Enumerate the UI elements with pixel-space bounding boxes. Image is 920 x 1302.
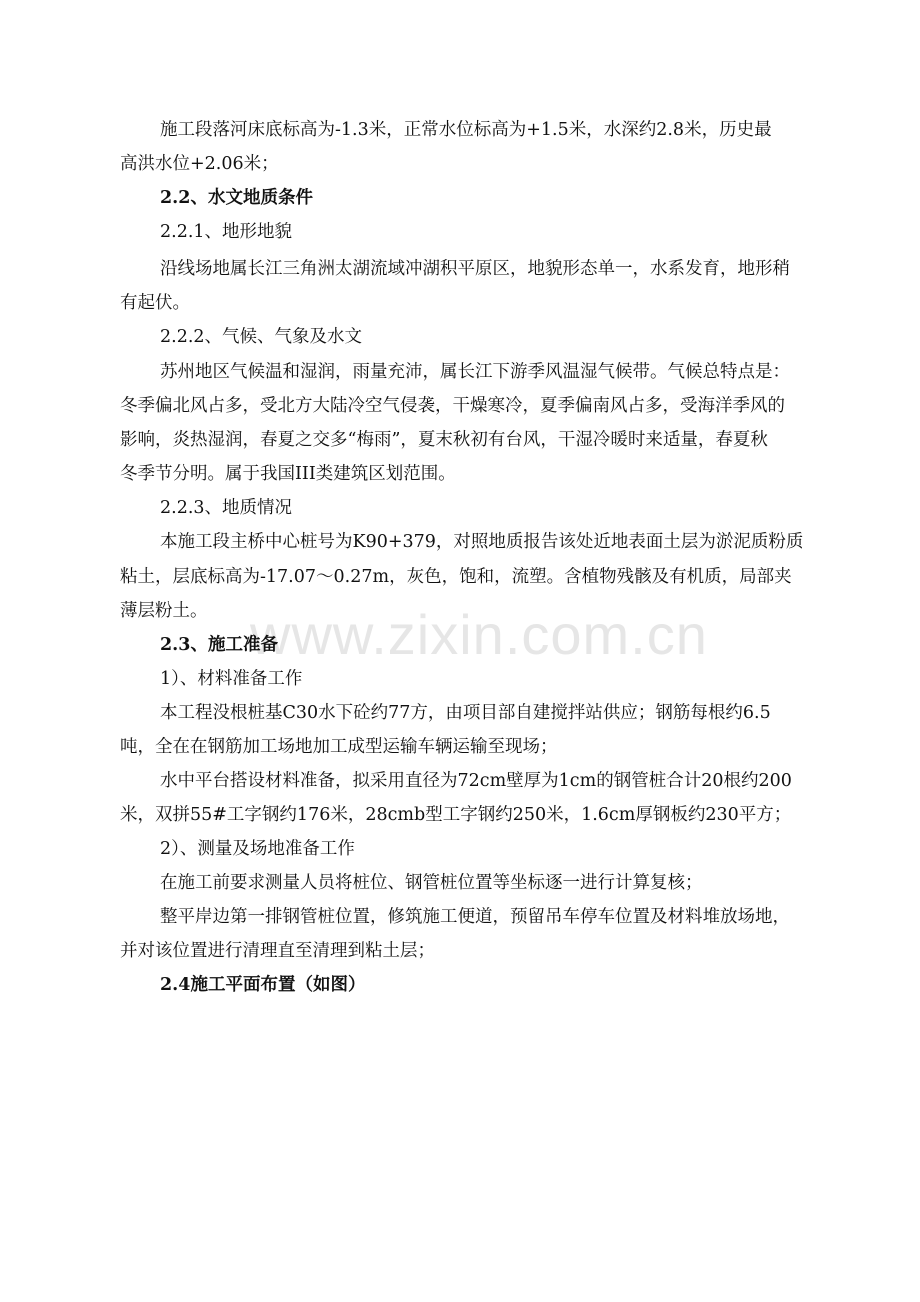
paragraph-line: 高洪水位+2.06米； bbox=[120, 154, 279, 174]
section-heading-2-3: 2.3、施工准备 bbox=[160, 635, 278, 655]
paragraph-line: 本工程没根桩基C30水下砼约77方，由项目部自建搅拌站供应；钢筋每根约6.5 bbox=[160, 703, 771, 723]
section-heading-2-2: 2.2、水文地质条件 bbox=[160, 188, 313, 208]
paragraph-line: 有起伏。 bbox=[120, 293, 190, 313]
paragraph-line: 影响，炎热湿润，春夏之交多“梅雨”，夏末秋初有台风，干湿冷暖时来适量，春夏秋 bbox=[120, 430, 768, 450]
paragraph-line: 米，双拼55#工字钢约176米，28cmb型工字钢约250米，1.6cm厚钢板约230平方； bbox=[120, 805, 792, 825]
list-heading: 2）、测量及场地准备工作 bbox=[160, 839, 355, 859]
paragraph-line: 沿线场地属长江三角洲太湖流域冲湖积平原区，地貌形态单一，水系发育，地形稍 bbox=[160, 259, 790, 279]
paragraph-line: 并对该位置进行清理直至清理到粘土层； bbox=[120, 941, 435, 961]
paragraph-line: 本施工段主桥中心桩号为K90+379，对照地质报告该处近地表面土层为淤泥质粉质 bbox=[160, 532, 804, 552]
paragraph-line: 薄层粉土。 bbox=[120, 601, 208, 621]
watermark: www.zixin.com.cn bbox=[250, 603, 708, 666]
paragraph-line: 冬季偏北风占多，受北方大陆冷空气侵袭，干燥寒冷，夏季偏南风占多，受海洋季风的 bbox=[120, 396, 785, 416]
subsection-heading-2-2-2: 2.2.2、气候、气象及水文 bbox=[160, 327, 363, 347]
subsection-heading-2-2-3: 2.2.3、地质情况 bbox=[160, 498, 293, 518]
paragraph-line: 冬季节分明。属于我国III类建筑区划范围。 bbox=[120, 464, 456, 484]
paragraph-line: 吨，全在在钢筋加工场地加工成型运输车辆运输至现场； bbox=[120, 737, 558, 757]
paragraph-line: 施工段落河床底标高为-1.3米，正常水位标高为+1.5米，水深约2.8米，历史最 bbox=[160, 120, 772, 140]
paragraph-line: 苏州地区气候温和湿润，雨量充沛，属长江下游季风温湿气候带。气候总特点是： bbox=[160, 362, 790, 382]
section-heading-2-4: 2.4施工平面布置（如图） bbox=[160, 975, 366, 995]
list-heading: 1）、材料准备工作 bbox=[160, 669, 303, 689]
paragraph-line: 在施工前要求测量人员将桩位、钢管桩位置等坐标逐一进行计算复核； bbox=[160, 873, 703, 893]
paragraph-line: 粘土，层底标高为-17.07～0.27m，灰色，饱和，流塑。含植物残骸及有机质，局部夹 bbox=[120, 567, 792, 587]
paragraph-line: 整平岸边第一排钢管桩位置，修筑施工便道，预留吊车停车位置及材料堆放场地， bbox=[160, 907, 790, 927]
paragraph-line: 水中平台搭设材料准备，拟采用直径为72cm壁厚为1cm的钢管桩合计20根约200 bbox=[160, 771, 792, 791]
subsection-heading-2-2-1: 2.2.1、地形地貌 bbox=[160, 222, 293, 242]
